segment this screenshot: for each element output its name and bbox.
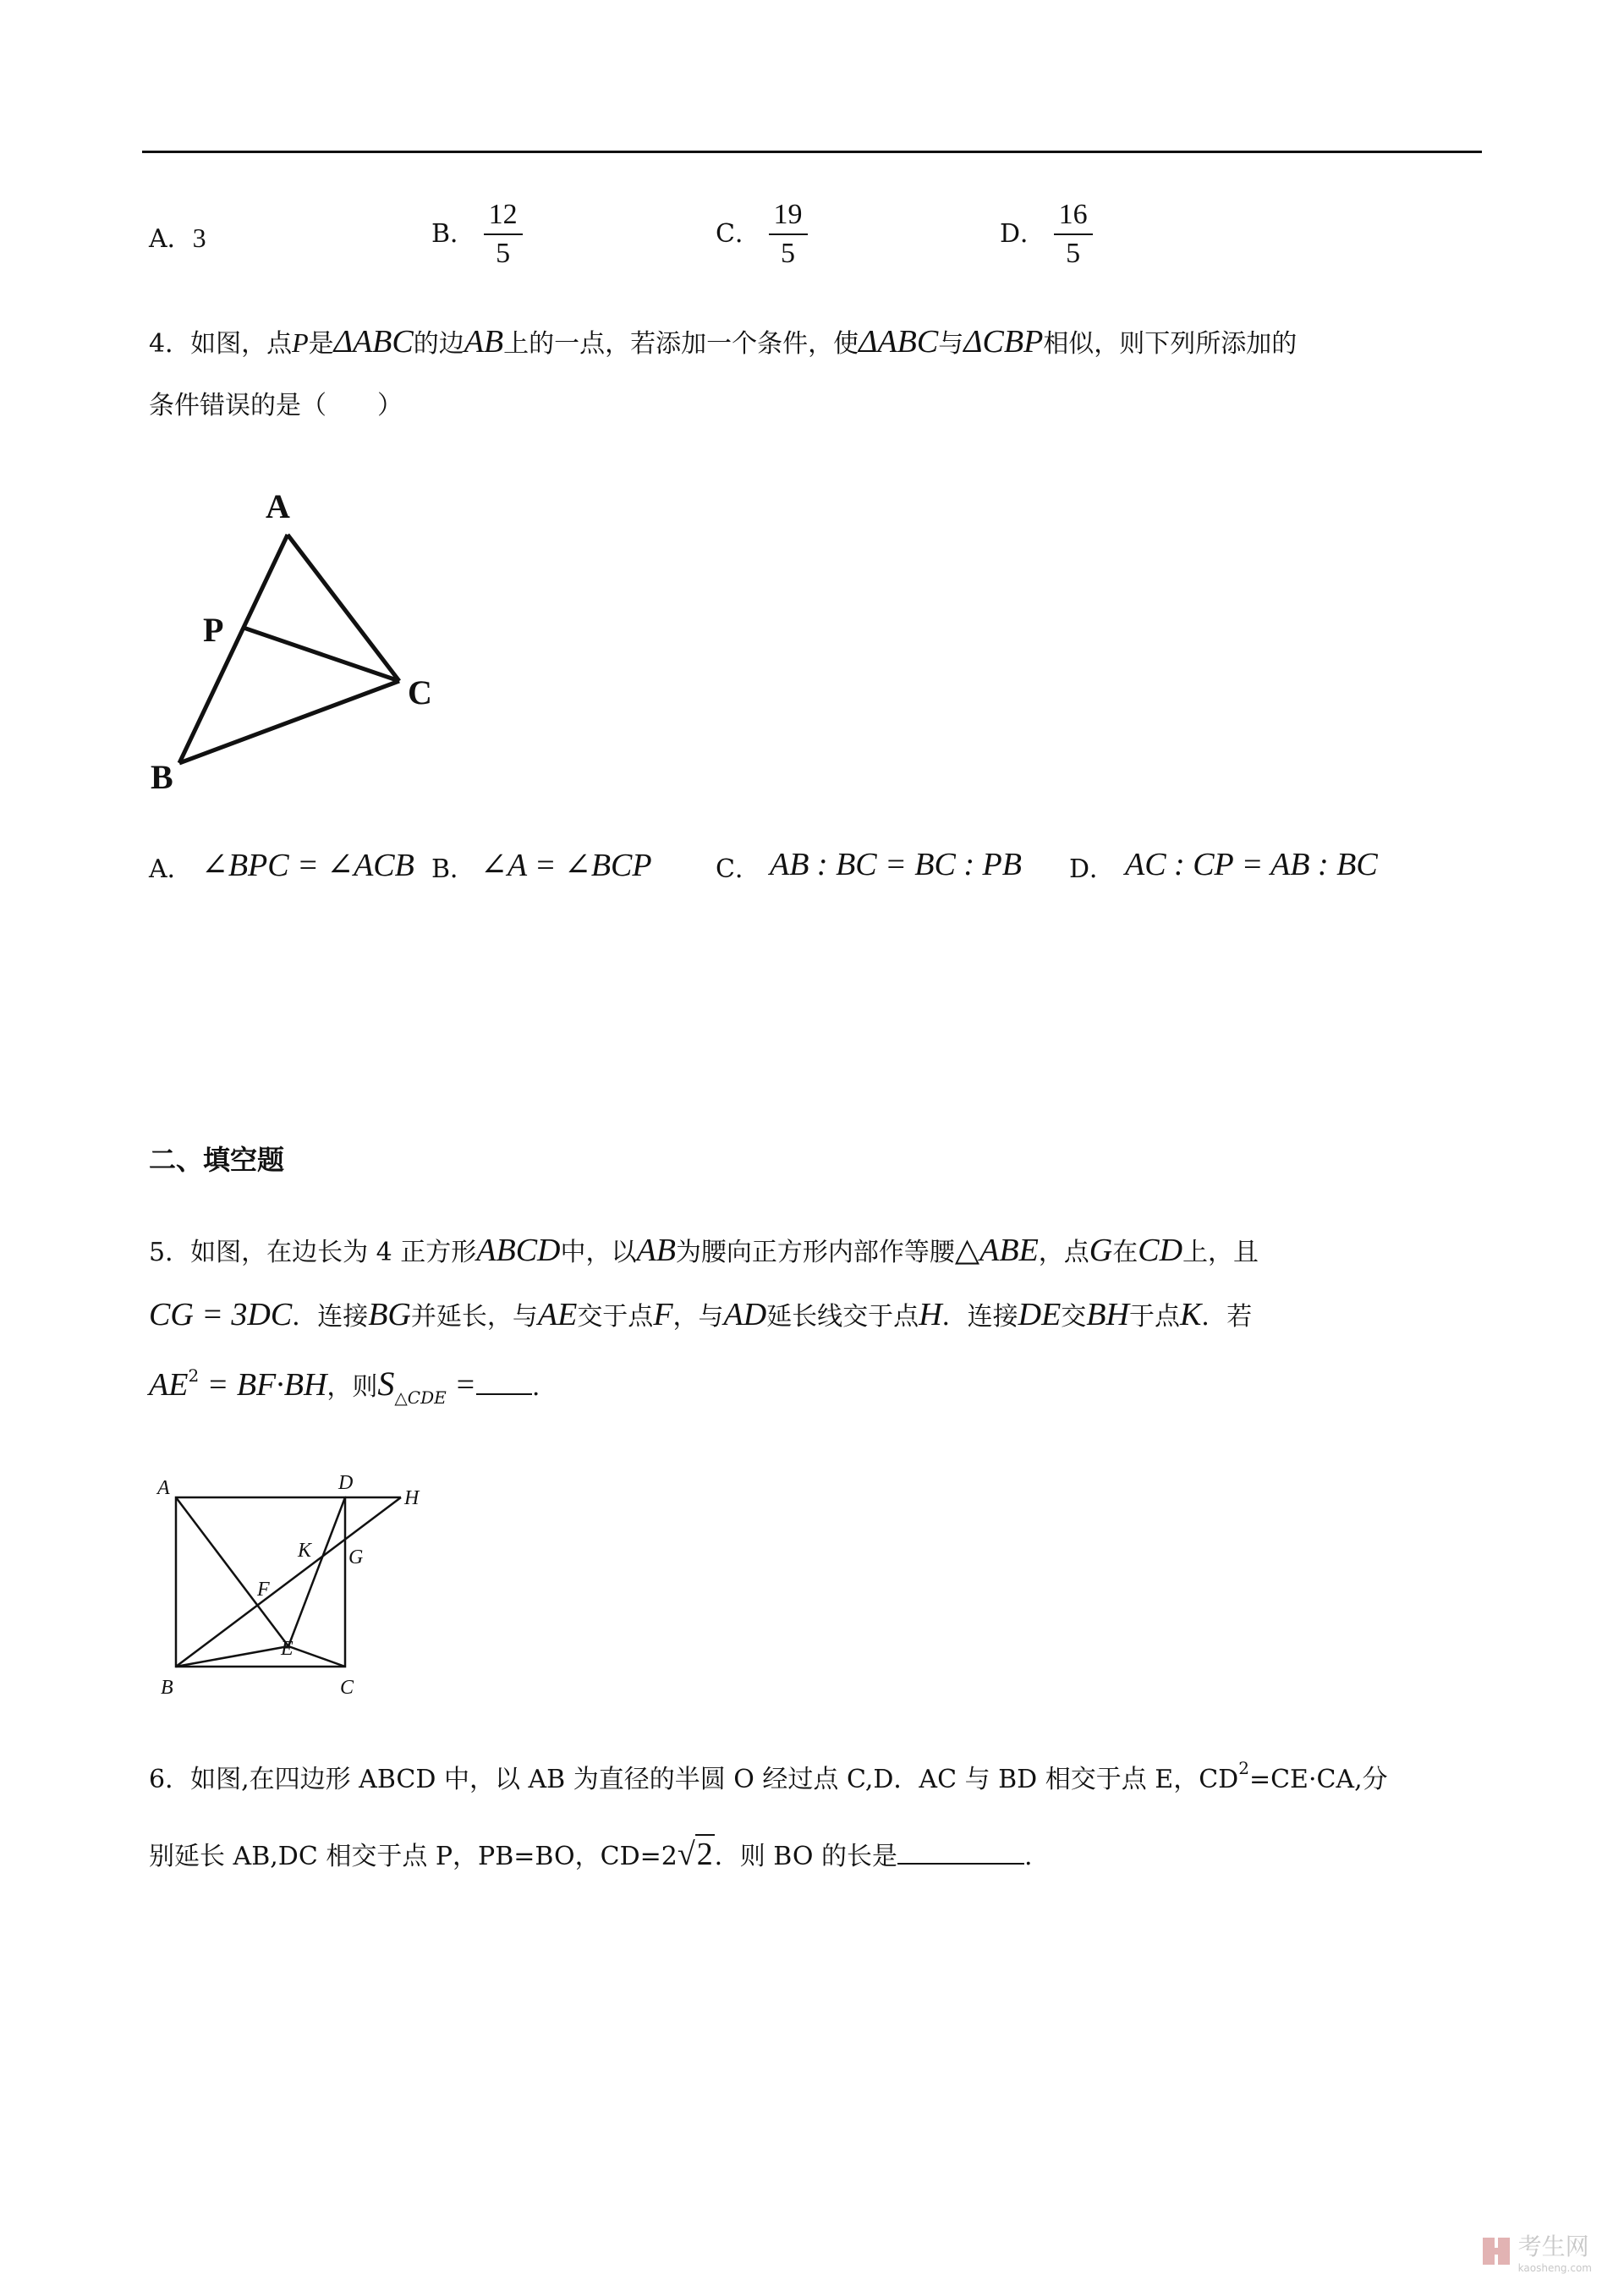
edge-ac [288, 535, 399, 681]
q4-triangle-figure [135, 482, 457, 804]
q4-stem-line1: 4．如图，点P是ΔABC的边AB上的一点，若添加一个条件，使ΔABC与ΔCBP相似，则下列所添加的 [149, 324, 1298, 360]
label-e: E [281, 1638, 294, 1660]
q4-option-b-expr: ∠A = ∠BCP [480, 848, 652, 883]
label-a: A [266, 487, 290, 525]
q4-option-d-expr: AC : CP = AB : BC [1125, 847, 1378, 882]
header-rule [142, 151, 1482, 153]
q3-option-c: C． $\frac{19}{5}$ [716, 196, 808, 272]
q3-option-a: A．3 [149, 222, 206, 254]
watermark: 考生网 kaosheng.com [1481, 2228, 1592, 2274]
q5-stem-line2: CG = 3DC．连接BG并延长，与AE交于点F，与AD延长线交于点H．连接DE交BH于点K．若 [149, 1297, 1253, 1332]
label-g: G [348, 1546, 364, 1568]
q4-option-b: B． [431, 854, 476, 884]
label-f: F [257, 1579, 270, 1601]
q4-stem-line2: 条件错误的是（ ） [149, 391, 403, 420]
segment-be [176, 1646, 288, 1667]
label-b: B [151, 758, 173, 796]
edge-pc [244, 628, 399, 681]
q4-option-c-expr: AB : BC = BC : PB [770, 847, 1022, 882]
fraction-19-5: $\frac{19}{5}$ [769, 196, 808, 272]
q4-option-a: A． [149, 854, 193, 884]
segment-de [288, 1497, 345, 1646]
label-k: K [298, 1540, 312, 1562]
q4-option-d: D． [1069, 854, 1116, 884]
label-c: C [340, 1677, 354, 1699]
q6-stem-line2: 别延长 AB,DC 相交于点 P，PB=BO，CD=2√2．则 BO 的长是 . [149, 1834, 1033, 1875]
label-h: H [404, 1487, 420, 1509]
q6-answer-blank [897, 1863, 1024, 1865]
label-b: B [161, 1677, 173, 1699]
watermark-logo-icon [1481, 2236, 1512, 2266]
q4-option-c: C． [716, 854, 760, 884]
q3-option-d: D． $\frac{16}{5}$ [1000, 196, 1093, 272]
label-a: A [157, 1477, 170, 1499]
q5-answer-blank [476, 1393, 532, 1395]
label-c: C [408, 673, 432, 711]
q4-option-a-expr: ∠BPC = ∠ACB [201, 848, 414, 883]
q5-stem-line1: 5．如图，在边长为 4 正方形ABCD中，以AB为腰向正方形内部作等腰△ABE，点G在CD上，且 [149, 1233, 1259, 1268]
segment-ec [288, 1646, 345, 1667]
fraction-12-5: $\frac{12}{5}$ [484, 196, 523, 272]
q6-stem-line1: 6．如图,在四边形 ABCD 中，以 AB 为直径的半圆 O 经过点 C,D．AC 与 BD 相交于点 E，$CD^2=CE\cdot CA$,分 [149, 1758, 1388, 1794]
q3-option-b: B． $\frac{12}{5}$ [431, 196, 523, 272]
fraction-16-5: $\frac{16}{5}$ [1054, 196, 1093, 272]
label-d: D [338, 1472, 354, 1494]
label-p: P [203, 611, 224, 649]
sqrt-two: √2 [678, 1837, 715, 1872]
section-heading-fill-in: 二、填空题 [149, 1144, 285, 1176]
q5-square-figure [149, 1470, 436, 1706]
q5-stem-line3: $AE^2 = BF\cdot BH$，则$S_{\triangle CDE}$ = . [149, 1365, 540, 1408]
